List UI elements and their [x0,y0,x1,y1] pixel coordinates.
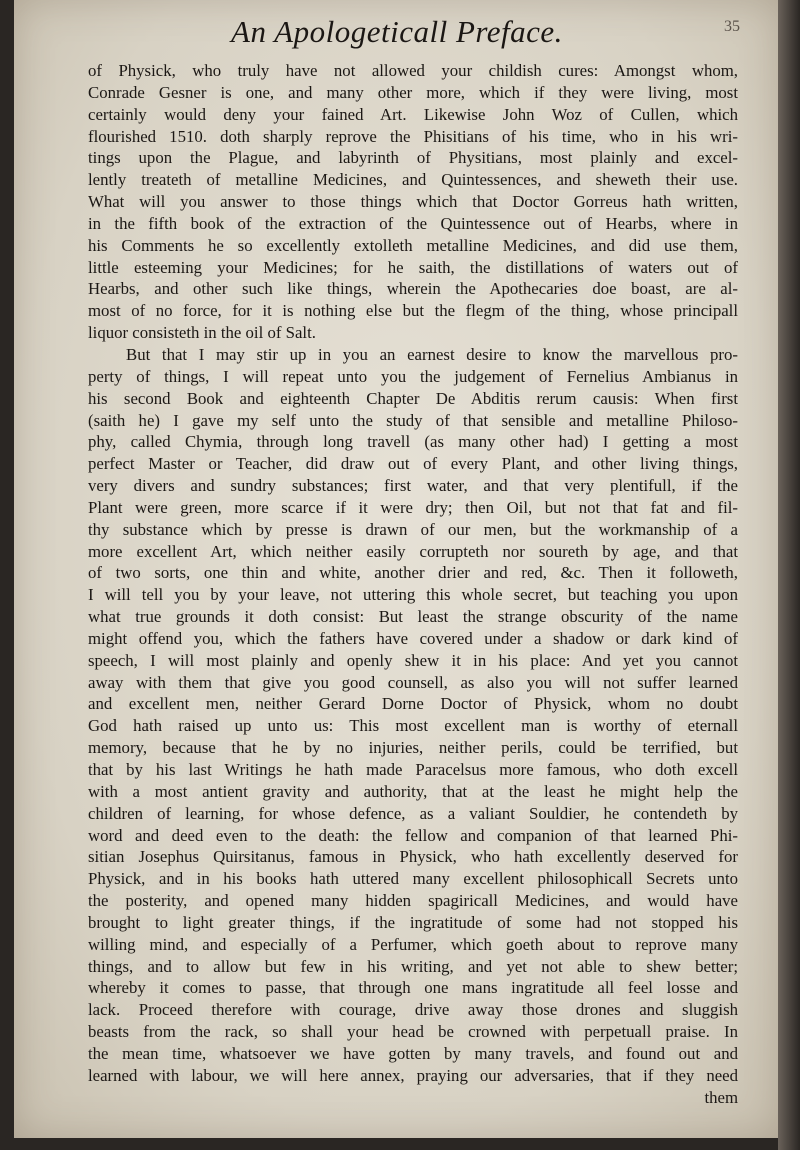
text-line: phy, called Chymia, through long travell (as many other had) I getting a most [88,432,738,452]
text-line: little esteeming your Medicines; for he saith, the distillations of waters out of [88,257,738,277]
text-line: memory, because that he by no injuries, neither perils, could be terrified, but [88,738,738,758]
text-line: them [704,1087,738,1107]
text-line: certainly would deny your fained Art. Likewise John Woz of Cullen, which [88,104,738,124]
text-line: learned with labour, we will here annex, praying our adversaries, that if they need [88,1065,738,1085]
text-line: thy substance which by presse is drawn of our men, but the workmanship of a [88,519,738,539]
text-line: of Physick, who truly have not allowed your childish cures: Amongst whom, [88,61,738,80]
text-line: Hearbs, and other such like things, wherein the Apothecaries doe boast, are al- [88,279,738,299]
text-line: lently treateth of metalline Medicines, and Quintessences, and sheweth their use. [88,170,738,190]
text-line: the posterity, and opened many hidden spagiricall Medicines, and would have [88,891,738,911]
text-line: beasts from the rack, so shall your head be crowned with perpetuall praise. In [88,1022,738,1042]
text-line: and excellent men, neither Gerard Dorne Doctor of Physick, whom no doubt [88,694,738,714]
text-line: perfect Master or Teacher, did draw out of every Plant, and other living things, [88,454,738,474]
text-line: more excellent Art, which neither easily corrupteth nor soureth by age, and that [88,541,738,561]
text-line: speech, I will most plainly and openly shew it in his place: And yet you cannot [88,650,738,670]
text-line: Plant were green, more scarce if it were dry; then Oil, but not that fat and fil- [88,497,738,517]
running-head: An Apologeticall Preface. [231,14,563,49]
text-line: away with them that give you good counsell, as also you will not suffer learned [88,672,738,692]
text-line: tings upon the Plague, and labyrinth of Physitians, most plainly and excel- [88,148,738,168]
page-mark: 35 [724,18,740,35]
text-line: children of learning, for whose defence, as a valiant Souldier, he contendeth by [88,803,738,823]
text-line: things, and to allow but few in his writing, and yet not able to shew better; [88,956,738,976]
text-line: flourished 1510. doth sharply reprove the Phisitians of his time, who in his wri- [88,126,738,146]
text-line: brought to light greater things, if the ingratitude of some had not stopped his [88,912,738,932]
text-line: word and deed even to the death: the fellow and companion of that learned Phi- [88,825,738,845]
text-line: might offend you, which the fathers have covered under a shadow or dark kind of [88,628,738,648]
text-line: perty of things, I will repeat unto you the judgement of Fernelius Ambianus in [88,366,738,386]
text-line: What will you answer to those things which that Doctor Gorreus hath written, [88,192,738,212]
text-line: the mean time, whatsoever we have gotten by many travels, and found out and [88,1043,738,1063]
text-line: willing mind, and especially of a Perfumer, which goeth about to reprove many [88,934,738,954]
text-line: liquor consisteth in the oil of Salt. [88,323,316,343]
text-line: But that I may stir up in you an earnest desire to know the marvellous pro- [126,344,738,364]
text-line: with a most antient gravity and authority, that at the least he might help the [88,781,738,801]
book-page [14,0,780,1138]
text-line: what true grounds it doth consist: But least the strange obscurity of the name [88,607,738,627]
page-edge [778,0,800,1150]
text-line: most of no force, for it is nothing else but the flegm of the thing, whose principall [88,301,738,321]
text-line: Conrade Gesner is one, and many other more, which if they were living, most [88,82,738,102]
text-line: in the fifth book of the extraction of the Quintessence out of Hearbs, where in [88,213,738,233]
text-line: Physick, and in his books hath uttered many excellent philosophicall Secrets unto [88,869,738,889]
text-line: I will tell you by your leave, not uttering this whole secret, but teaching you upon [88,585,738,605]
body-text [88,60,738,1109]
text-line: that by his last Writings he hath made Paracelsus more famous, who doth excell [88,760,738,779]
text-line: (saith he) I gave my self unto the study of that sensible and metalline Philoso- [88,410,738,430]
text-line: lack. Proceed therefore with courage, drive away those drones and sluggish [88,1000,738,1020]
text-line: his second Book and eighteenth Chapter De Abditis rerum causis: When first [88,388,738,408]
text-line: his Comments he so excellently extolleth metalline Medicines, and did use them, [88,235,738,255]
text-line: of two sorts, one thin and white, another drier and red, &c. Then it followeth, [88,563,738,583]
text-line: very divers and sundry substances; first water, and that very plentifull, if the [88,476,738,496]
text-line: God hath raised up unto us: This most excellent man is worthy of eternall [88,716,738,736]
text-line: sitian Josephus Quirsitanus, famous in Physick, who hath excellently deserved for [88,847,738,867]
text-line: whereby it comes to passe, that through one mans ingratitude all feel losse and [88,978,738,998]
